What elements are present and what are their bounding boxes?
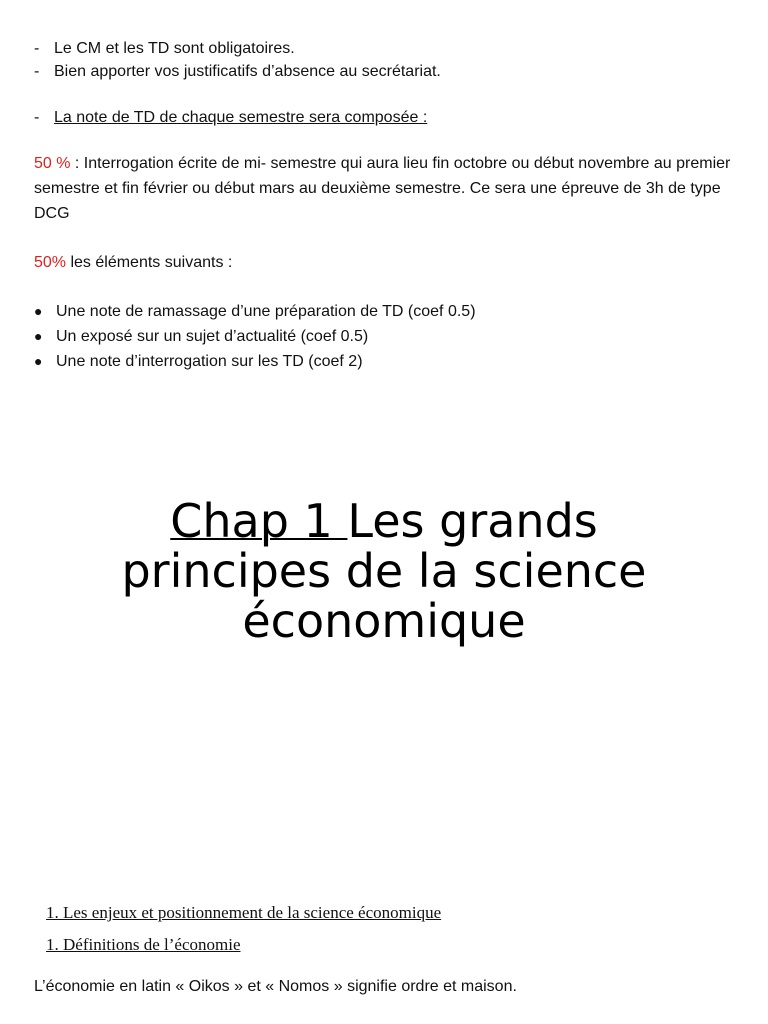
bullet-icon: ● bbox=[34, 353, 43, 369]
list-item-text: Un exposé sur un sujet d’actualité (coef 0.5) bbox=[56, 328, 369, 345]
bullet-icon: ● bbox=[34, 303, 43, 319]
percentage-highlight: 50 % bbox=[34, 155, 71, 172]
list-item-text: Une note de ramassage d’une préparation de TD (coef 0.5) bbox=[56, 303, 476, 320]
list-item bbox=[34, 37, 441, 60]
percentage-highlight: 50% bbox=[34, 254, 67, 271]
list-item bbox=[34, 349, 476, 374]
list-item bbox=[34, 60, 441, 83]
exam-paragraph bbox=[34, 151, 734, 226]
grading-heading-text: La note de TD de chaque semestre sera composée : bbox=[54, 109, 428, 126]
components-bullet-list bbox=[34, 299, 476, 374]
list-item-text: Bien apporter vos justificatifs d’absence au secrétariat. bbox=[54, 63, 441, 80]
chapter-title bbox=[60, 496, 708, 646]
grading-heading bbox=[34, 106, 427, 129]
list-dash: - bbox=[34, 109, 40, 126]
components-paragraph bbox=[34, 250, 734, 275]
chapter-title-text: Les grands principes de la science économique bbox=[121, 494, 647, 648]
list-item bbox=[34, 324, 476, 349]
components-paragraph-text: les éléments suivants : bbox=[66, 254, 233, 271]
list-dash: - bbox=[34, 63, 40, 80]
section-heading-definitions[interactable]: 1. Définitions de l’économie bbox=[46, 935, 241, 954]
section-heading-enjeux[interactable]: 1. Les enjeux et positionnement de la science économique bbox=[46, 903, 442, 922]
exam-paragraph-text: : Interrogation écrite de mi- semestre qui aura lieu fin octobre ou début novembre au premier semestre et fin février ou début mars au deuxième semestre. Ce sera une épreuve de 3h de type DCG bbox=[34, 155, 731, 222]
bullet-icon: ● bbox=[34, 328, 43, 344]
list-dash: - bbox=[34, 40, 40, 57]
chapter-number: Chap 1 bbox=[170, 494, 348, 548]
requirements-list bbox=[34, 37, 441, 83]
section-headings bbox=[46, 897, 441, 961]
list-item-text: Le CM et les TD sont obligatoires. bbox=[54, 40, 295, 57]
list-item-text: Une note d’interrogation sur les TD (coef 2) bbox=[56, 353, 363, 370]
list-item bbox=[34, 299, 476, 324]
body-text: L’économie en latin « Oikos » et « Nomos » signifie ordre et maison. bbox=[34, 978, 517, 995]
